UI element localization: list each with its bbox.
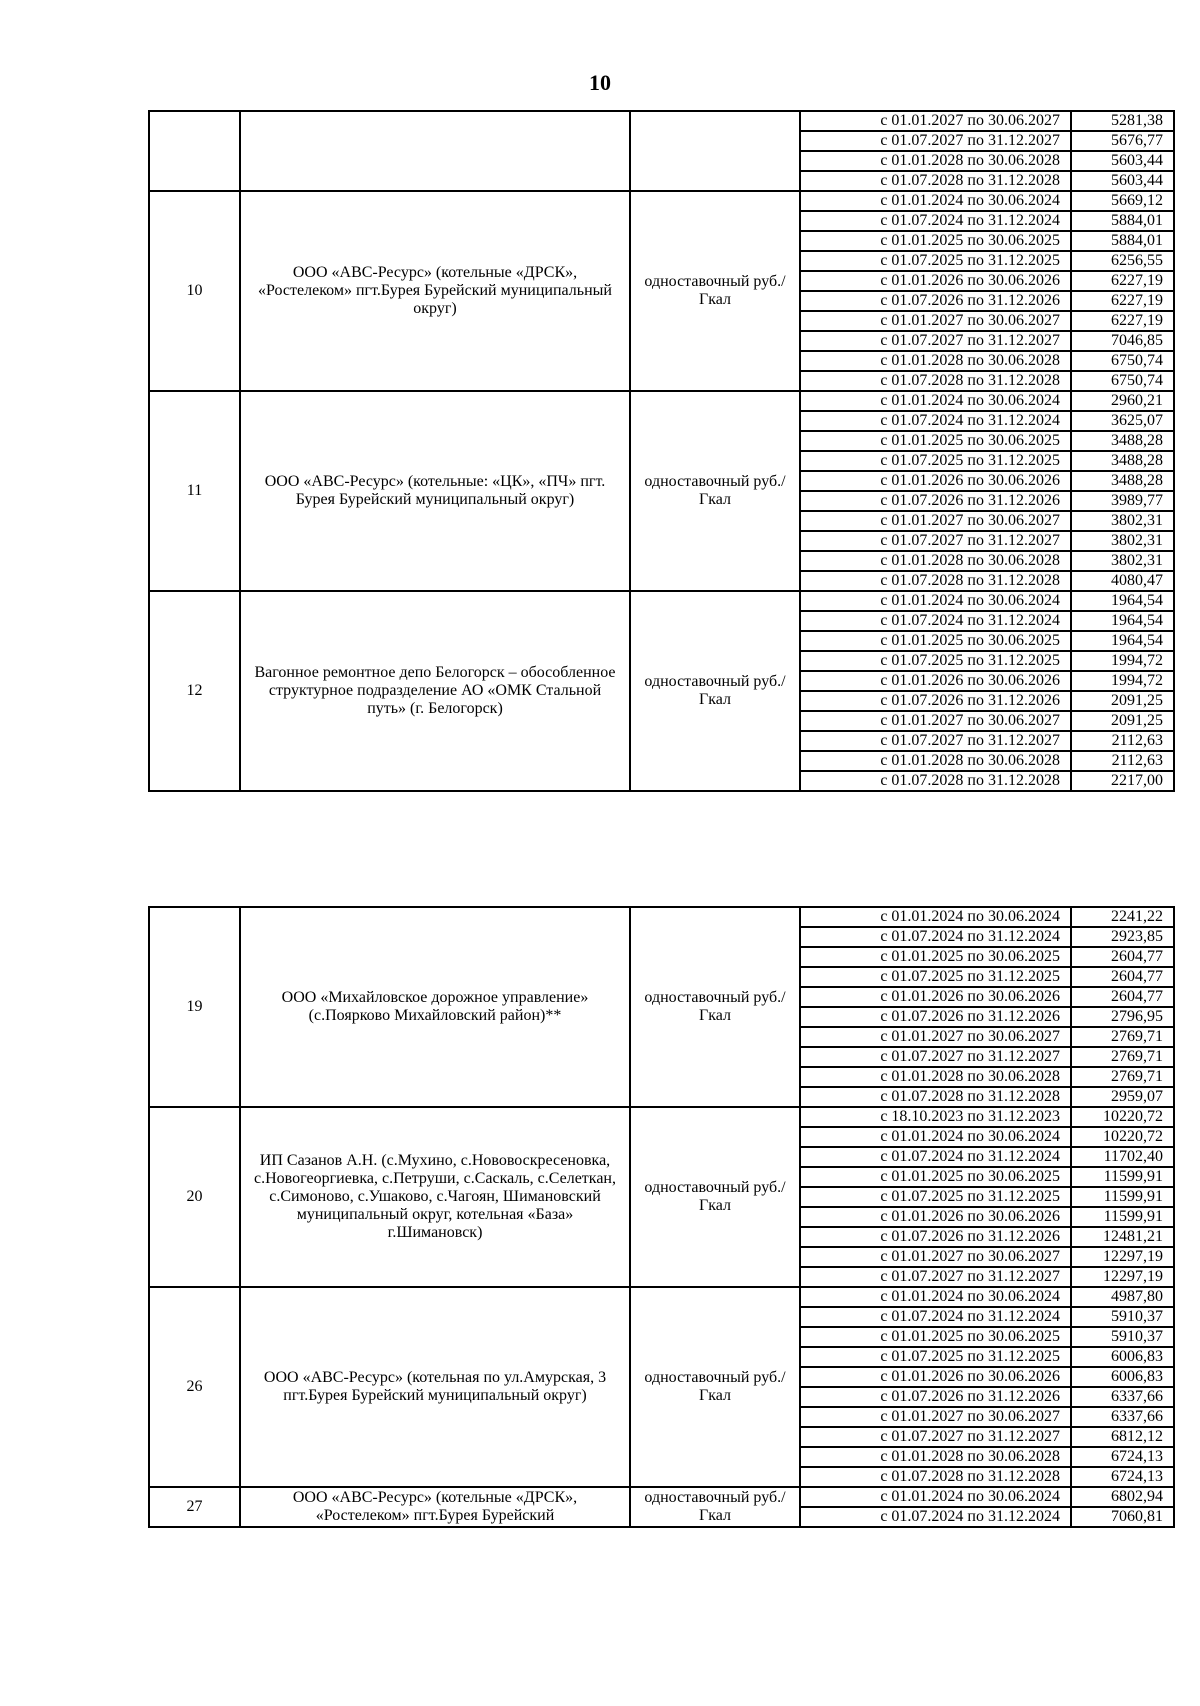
tariff-value-cell: 6256,55: [1071, 251, 1174, 271]
tariff-value-cell: 11599,91: [1071, 1207, 1174, 1227]
organization-name: ООО «АВС-Ресурс» (котельные: «ЦК», «ПЧ» пгт. Бурея Бурейский муниципальный округ): [240, 391, 630, 591]
tariff-value-cell: 2769,71: [1071, 1047, 1174, 1067]
tariff-value-cell: 11599,91: [1071, 1167, 1174, 1187]
tariff-value-cell: 2091,25: [1071, 711, 1174, 731]
tariff-value-cell: 2604,77: [1071, 967, 1174, 987]
period-cell: с 01.01.2027 по 30.06.2027: [800, 511, 1071, 531]
period-cell: с 01.01.2024 по 30.06.2024: [800, 1287, 1071, 1307]
tariff-type: [630, 111, 800, 191]
tariff-value-cell: 12481,21: [1071, 1227, 1174, 1247]
period-cell: с 01.07.2028 по 31.12.2028: [800, 171, 1071, 191]
tariff-value-cell: 2769,71: [1071, 1067, 1174, 1087]
organization-name: Вагонное ремонтное депо Белогорск – обособленное структурное подразделение АО «ОМК Стальной путь» (г. Белогорск): [240, 591, 630, 791]
organization-name: ООО «Михайловское дорожное управление» (с.Поярково Михайловский район)**: [240, 907, 630, 1107]
tariff-value-cell: 6750,74: [1071, 371, 1174, 391]
period-cell: с 01.07.2024 по 31.12.2024: [800, 411, 1071, 431]
period-cell: с 01.01.2027 по 30.06.2027: [800, 311, 1071, 331]
organization-name: ООО «АВС-Ресурс» (котельная по ул.Амурская, 3 пгт.Бурея Бурейский муниципальный округ): [240, 1287, 630, 1487]
period-cell: с 01.01.2024 по 30.06.2024: [800, 1127, 1071, 1147]
row-number: 20: [149, 1107, 240, 1287]
tariff-value-cell: 1964,54: [1071, 631, 1174, 651]
period-cell: с 01.01.2025 по 30.06.2025: [800, 1167, 1071, 1187]
period-cell: с 01.07.2024 по 31.12.2024: [800, 927, 1071, 947]
tariff-value-cell: 2604,77: [1071, 947, 1174, 967]
period-cell: с 01.01.2024 по 30.06.2024: [800, 591, 1071, 611]
table-row: [149, 1107, 1174, 1127]
period-cell: с 01.07.2028 по 31.12.2028: [800, 1087, 1071, 1107]
tariff-value-cell: 3625,07: [1071, 411, 1174, 431]
period-cell: с 01.01.2028 по 30.06.2028: [800, 751, 1071, 771]
period-cell: с 01.07.2024 по 31.12.2024: [800, 1147, 1071, 1167]
period-cell: с 01.01.2025 по 30.06.2025: [800, 631, 1071, 651]
period-cell: с 01.07.2025 по 31.12.2025: [800, 1347, 1071, 1367]
tariff-value-cell: 6337,66: [1071, 1407, 1174, 1427]
row-number: 27: [149, 1487, 240, 1527]
row-number: 11: [149, 391, 240, 591]
period-cell: с 01.07.2027 по 31.12.2027: [800, 531, 1071, 551]
tariff-value-cell: 10220,72: [1071, 1127, 1174, 1147]
tariff-value-cell: 7046,85: [1071, 331, 1174, 351]
organization-name: ИП Сазанов А.Н. (с.Мухино, с.Нововоскресеновка, с.Новогеоргиевка, с.Петруши, с.Саскаль, с.Селеткан, с.Симоново, с.Ушаково, с.Чагоян, Шимановский муниципальный округ, котельная «База» г.Шимановск): [240, 1107, 630, 1287]
tariff-value-cell: 5884,01: [1071, 211, 1174, 231]
period-cell: с 01.01.2024 по 30.06.2024: [800, 907, 1071, 927]
tariff-type: одноставочный руб./Гкал: [630, 907, 800, 1107]
tariff-value-cell: 2923,85: [1071, 927, 1174, 947]
period-cell: с 01.01.2028 по 30.06.2028: [800, 151, 1071, 171]
tariff-value-cell: 6227,19: [1071, 311, 1174, 331]
period-cell: с 01.07.2026 по 31.12.2026: [800, 1387, 1071, 1407]
tariff-value-cell: 1964,54: [1071, 611, 1174, 631]
organization-name: ООО «АВС-Ресурс» (котельные «ДРСК», «Ростелеком» пгт.Бурея Бурейский: [240, 1487, 630, 1527]
period-cell: с 01.07.2027 по 31.12.2027: [800, 131, 1071, 151]
tariff-value-cell: 2960,21: [1071, 391, 1174, 411]
period-cell: с 18.10.2023 по 31.12.2023: [800, 1107, 1071, 1127]
tariff-value-cell: 6724,13: [1071, 1467, 1174, 1487]
tariff-type: одноставочный руб./Гкал: [630, 391, 800, 591]
tariff-type: одноставочный руб./Гкал: [630, 191, 800, 391]
organization-name: ООО «АВС-Ресурс» (котельные «ДРСК», «Ростелеком» пгт.Бурея Бурейский муниципальный округ): [240, 191, 630, 391]
page-number: 10: [589, 70, 611, 95]
period-cell: с 01.01.2026 по 30.06.2026: [800, 671, 1071, 691]
tariff-value-cell: 6227,19: [1071, 271, 1174, 291]
period-cell: с 01.07.2028 по 31.12.2028: [800, 771, 1071, 791]
period-cell: с 01.07.2024 по 31.12.2024: [800, 211, 1071, 231]
tariff-value-cell: 3989,77: [1071, 491, 1174, 511]
row-number: 19: [149, 907, 240, 1107]
table-row: [149, 907, 1174, 927]
tariff-value-cell: 5669,12: [1071, 191, 1174, 211]
period-cell: с 01.01.2025 по 30.06.2025: [800, 1327, 1071, 1347]
tariff-value-cell: 2796,95: [1071, 1007, 1174, 1027]
tariff-value-cell: 6802,94: [1071, 1487, 1174, 1507]
tariff-value-cell: 3488,28: [1071, 431, 1174, 451]
period-cell: с 01.01.2027 по 30.06.2027: [800, 711, 1071, 731]
period-cell: с 01.07.2028 по 31.12.2028: [800, 571, 1071, 591]
tariff-table-1: [148, 110, 1175, 792]
period-cell: с 01.07.2027 по 31.12.2027: [800, 1267, 1071, 1287]
tariff-value-cell: 6006,83: [1071, 1367, 1174, 1387]
tariff-value-cell: 11702,40: [1071, 1147, 1174, 1167]
period-cell: с 01.01.2026 по 30.06.2026: [800, 987, 1071, 1007]
tariff-value-cell: 2959,07: [1071, 1087, 1174, 1107]
row-number: 12: [149, 591, 240, 791]
period-cell: с 01.01.2027 по 30.06.2027: [800, 1407, 1071, 1427]
table-row: [149, 391, 1174, 411]
tariff-value-cell: 5281,38: [1071, 111, 1174, 131]
tariff-value-cell: 2112,63: [1071, 731, 1174, 751]
period-cell: с 01.07.2027 по 31.12.2027: [800, 1047, 1071, 1067]
period-cell: с 01.07.2027 по 31.12.2027: [800, 1427, 1071, 1447]
period-cell: с 01.01.2027 по 30.06.2027: [800, 1027, 1071, 1047]
period-cell: с 01.07.2025 по 31.12.2025: [800, 967, 1071, 987]
tariff-value-cell: 5603,44: [1071, 171, 1174, 191]
tariff-value-cell: 2604,77: [1071, 987, 1174, 1007]
period-cell: с 01.07.2026 по 31.12.2026: [800, 491, 1071, 511]
period-cell: с 01.01.2026 по 30.06.2026: [800, 1367, 1071, 1387]
table-row: [149, 1487, 1174, 1507]
tariff-value-cell: 3802,31: [1071, 531, 1174, 551]
tariff-type: одноставочный руб./Гкал: [630, 1107, 800, 1287]
table-row: [149, 111, 1174, 131]
tariff-value-cell: 11599,91: [1071, 1187, 1174, 1207]
tariff-value-cell: 3802,31: [1071, 551, 1174, 571]
tariff-type: одноставочный руб./Гкал: [630, 1487, 800, 1527]
organization-name: [240, 111, 630, 191]
period-cell: с 01.01.2025 по 30.06.2025: [800, 231, 1071, 251]
table-row: [149, 191, 1174, 211]
tariff-type: одноставочный руб./Гкал: [630, 591, 800, 791]
period-cell: с 01.07.2028 по 31.12.2028: [800, 371, 1071, 391]
tariff-table-2: [148, 906, 1175, 1528]
period-cell: с 01.01.2024 по 30.06.2024: [800, 191, 1071, 211]
period-cell: с 01.07.2025 по 31.12.2025: [800, 651, 1071, 671]
tariff-value-cell: 2217,00: [1071, 771, 1174, 791]
tariff-value-cell: 4987,80: [1071, 1287, 1174, 1307]
period-cell: с 01.07.2025 по 31.12.2025: [800, 1187, 1071, 1207]
period-cell: с 01.01.2027 по 30.06.2027: [800, 1247, 1071, 1267]
period-cell: с 01.07.2026 по 31.12.2026: [800, 691, 1071, 711]
period-cell: с 01.07.2025 по 31.12.2025: [800, 251, 1071, 271]
period-cell: с 01.01.2027 по 30.06.2027: [800, 111, 1071, 131]
period-cell: с 01.01.2028 по 30.06.2028: [800, 1067, 1071, 1087]
period-cell: с 01.01.2028 по 30.06.2028: [800, 1447, 1071, 1467]
period-cell: с 01.07.2024 по 31.12.2024: [800, 1307, 1071, 1327]
period-cell: с 01.01.2028 по 30.06.2028: [800, 351, 1071, 371]
period-cell: с 01.01.2028 по 30.06.2028: [800, 551, 1071, 571]
period-cell: с 01.07.2028 по 31.12.2028: [800, 1467, 1071, 1487]
row-number: 26: [149, 1287, 240, 1487]
tariff-value-cell: 3802,31: [1071, 511, 1174, 531]
tariff-value-cell: 6337,66: [1071, 1387, 1174, 1407]
period-cell: с 01.07.2026 по 31.12.2026: [800, 1227, 1071, 1247]
tariff-value-cell: 5910,37: [1071, 1327, 1174, 1347]
tariff-value-cell: 2241,22: [1071, 907, 1174, 927]
period-cell: с 01.01.2026 по 30.06.2026: [800, 1207, 1071, 1227]
tariff-value-cell: 6812,12: [1071, 1427, 1174, 1447]
period-cell: с 01.01.2026 по 30.06.2026: [800, 271, 1071, 291]
period-cell: с 01.01.2026 по 30.06.2026: [800, 471, 1071, 491]
tariff-value-cell: 3488,28: [1071, 471, 1174, 491]
table-row: [149, 591, 1174, 611]
tariff-value-cell: 1994,72: [1071, 671, 1174, 691]
period-cell: с 01.07.2027 по 31.12.2027: [800, 331, 1071, 351]
tariff-value-cell: 12297,19: [1071, 1267, 1174, 1287]
tariff-value-cell: 2112,63: [1071, 751, 1174, 771]
tariff-value-cell: 2091,25: [1071, 691, 1174, 711]
tariff-value-cell: 2769,71: [1071, 1027, 1174, 1047]
table-row: [149, 1287, 1174, 1307]
period-cell: с 01.07.2026 по 31.12.2026: [800, 1007, 1071, 1027]
tariff-value-cell: 1994,72: [1071, 651, 1174, 671]
tariff-value-cell: 6750,74: [1071, 351, 1174, 371]
tariff-value-cell: 12297,19: [1071, 1247, 1174, 1267]
period-cell: с 01.01.2025 по 30.06.2025: [800, 947, 1071, 967]
period-cell: с 01.07.2026 по 31.12.2026: [800, 291, 1071, 311]
tariff-value-cell: 3488,28: [1071, 451, 1174, 471]
period-cell: с 01.07.2024 по 31.12.2024: [800, 611, 1071, 631]
tariff-type: одноставочный руб./Гкал: [630, 1287, 800, 1487]
tariff-value-cell: 6227,19: [1071, 291, 1174, 311]
tariff-value-cell: 10220,72: [1071, 1107, 1174, 1127]
period-cell: с 01.01.2024 по 30.06.2024: [800, 391, 1071, 411]
tariff-value-cell: 1964,54: [1071, 591, 1174, 611]
row-number: [149, 111, 240, 191]
tariff-value-cell: 5884,01: [1071, 231, 1174, 251]
tariff-value-cell: 6724,13: [1071, 1447, 1174, 1467]
period-cell: с 01.07.2025 по 31.12.2025: [800, 451, 1071, 471]
period-cell: с 01.07.2024 по 31.12.2024: [800, 1507, 1071, 1527]
period-cell: с 01.01.2025 по 30.06.2025: [800, 431, 1071, 451]
tariff-value-cell: 5910,37: [1071, 1307, 1174, 1327]
tariff-value-cell: 7060,81: [1071, 1507, 1174, 1527]
row-number: 10: [149, 191, 240, 391]
period-cell: с 01.01.2024 по 30.06.2024: [800, 1487, 1071, 1507]
tariff-value-cell: 6006,83: [1071, 1347, 1174, 1367]
period-cell: с 01.07.2027 по 31.12.2027: [800, 731, 1071, 751]
tariff-value-cell: 4080,47: [1071, 571, 1174, 591]
tariff-value-cell: 5603,44: [1071, 151, 1174, 171]
tariff-value-cell: 5676,77: [1071, 131, 1174, 151]
